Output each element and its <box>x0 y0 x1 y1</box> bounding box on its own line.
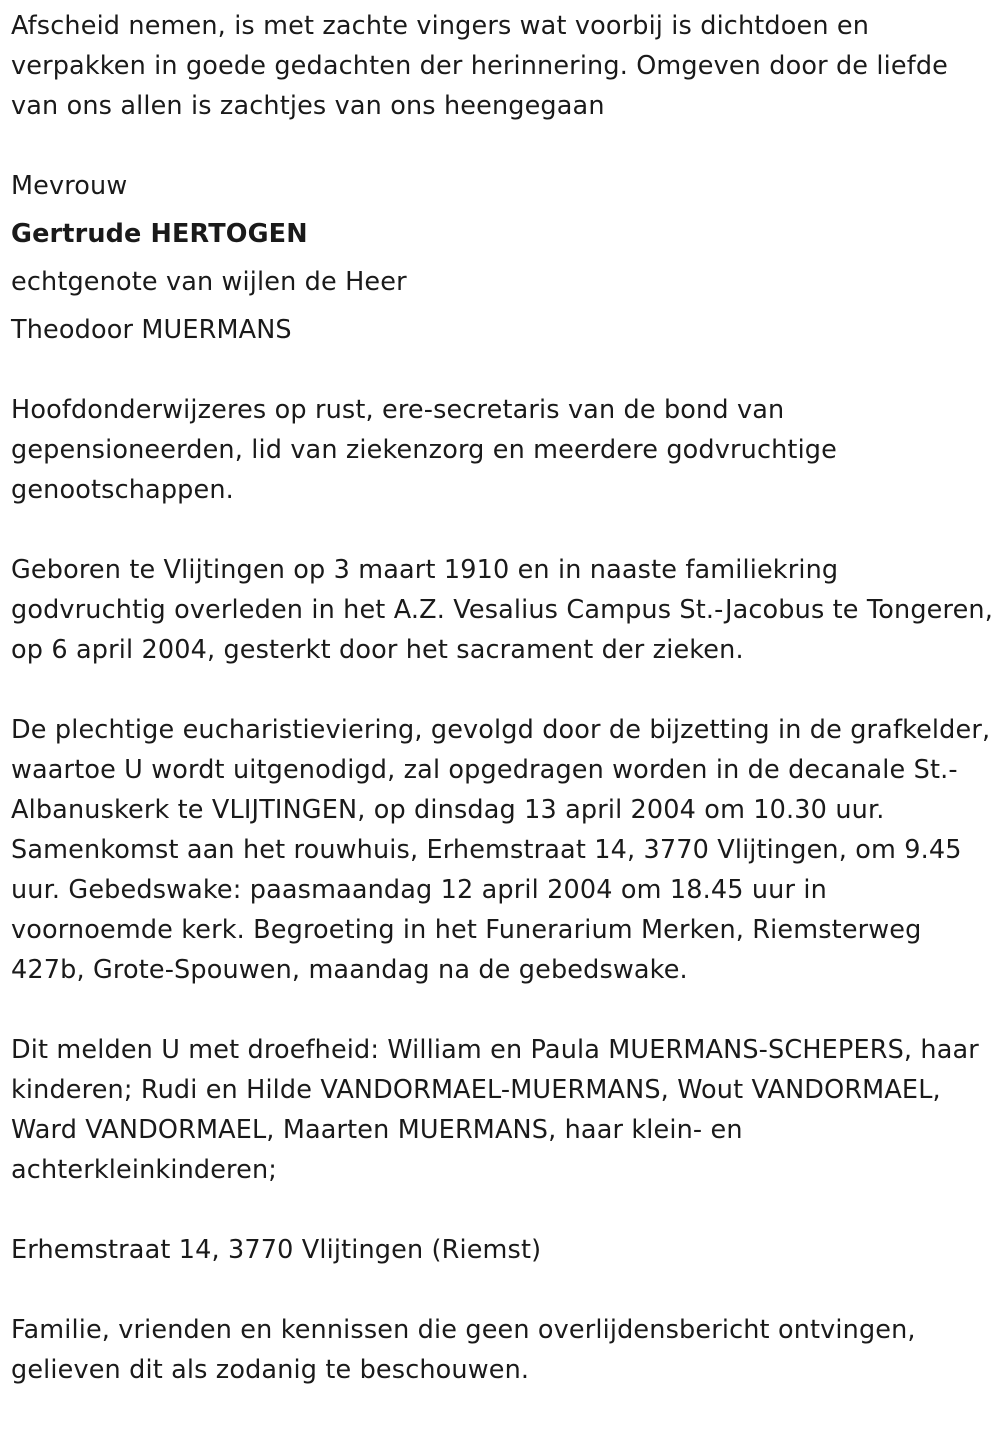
closing-paragraph: Familie, vrienden en kennissen die geen overlijdensbericht ontvingen, gelieven dit als zodanig te beschouwen. <box>11 1315 916 1385</box>
spouse-line-1: echtgenote van wijlen de Heer <box>11 267 407 297</box>
birth-death-paragraph: Geboren te Vlijtingen op 3 maart 1910 en in naaste familiekring godvruchtig overleden in het A.Z. Vesalius Campus St.-Jacobus te Tongeren, op 6 april 2004, gesterkt door het sacrament der zieken. <box>11 555 994 665</box>
ceremony-paragraph: De plechtige eucharistieviering, gevolgd door de bijzetting in de grafkelder, waartoe U wordt uitgenodigd, zal opgedragen worden in de decanale St.-Albanuskerk te VLIJTINGEN, op dinsdag 13 april 2004 om 10.30 uur. Samenkomst aan het rouwhuis, Erhemstraat 14, 3770 Vlijtingen, om 9.45 uur. Gebedswake: paasmaandag 12 april 2004 om 18.45 uur in voornoemde kerk. Begroeting in het Funerarium Merken, Riemsterweg 427b, Grote-Spouwen, maandag na de gebedswake. <box>11 715 991 985</box>
deceased-name: Gertrude HERTOGEN <box>11 219 308 249</box>
salutation: Mevrouw <box>11 171 128 201</box>
career-paragraph: Hoofdonderwijzeres op rust, ere-secretaris van de bond van gepensioneerden, lid van ziekenzorg en meerdere godvruchtige genootschappen. <box>11 395 837 505</box>
obituary-notice <box>11 6 993 1430</box>
address-line: Erhemstraat 14, 3770 Vlijtingen (Riemst) <box>11 1235 542 1265</box>
motto-paragraph: Afscheid nemen, is met zachte vingers wat voorbij is dichtdoen en verpakken in goede gedachten der herinnering. Omgeven door de liefde van ons allen is zachtjes van ons heengegaan <box>11 11 949 121</box>
spouse-line-2: Theodoor MUERMANS <box>11 315 292 345</box>
family-paragraph: Dit melden U met droefheid: William en Paula MUERMANS-SCHEPERS, haar kinderen; Rudi en Hilde VANDORMAEL-MUERMANS, Wout VANDORMAEL, Ward VANDORMAEL, Maarten MUERMANS, haar klein- en achterkleinkinderen; <box>11 1035 979 1185</box>
